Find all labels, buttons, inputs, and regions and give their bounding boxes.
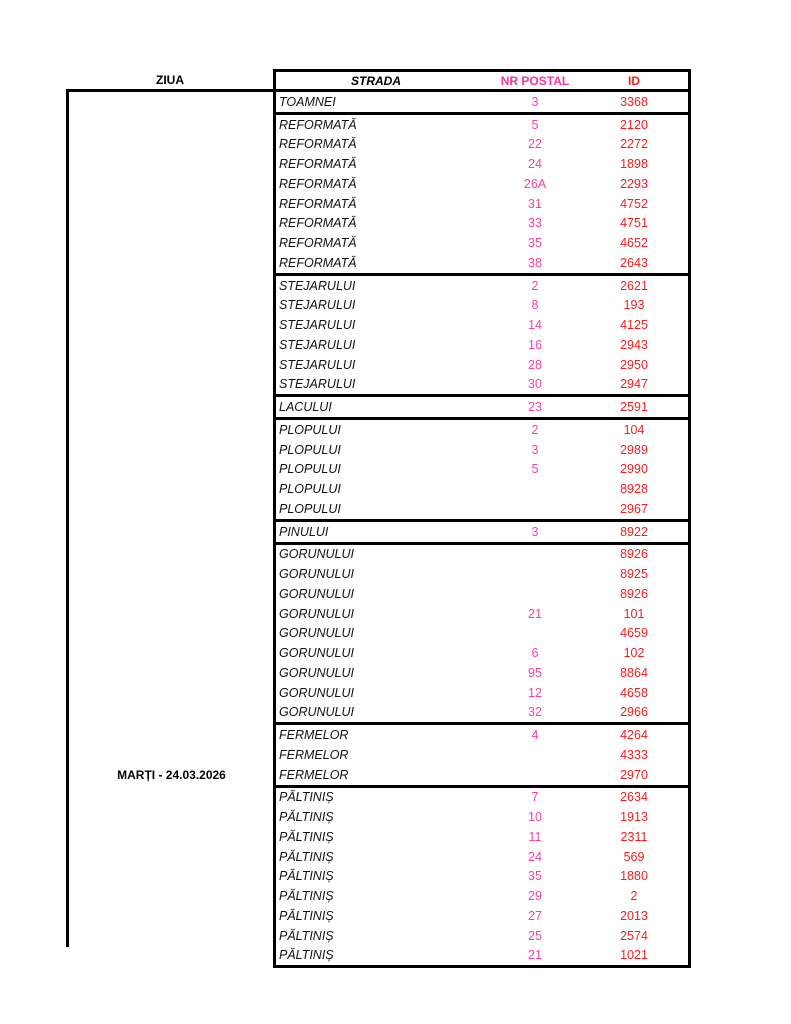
- table-row: [276, 154, 688, 174]
- table-row: [276, 296, 688, 316]
- table-row: [276, 886, 688, 906]
- table-row: [276, 926, 688, 946]
- strada-cell: PLOPULUI: [279, 462, 341, 477]
- nr-postal-cell: 6: [531, 646, 539, 661]
- id-cell: 1898: [620, 157, 648, 172]
- id-cell: 2966: [620, 705, 648, 720]
- street-group: [273, 420, 691, 522]
- strada-cell: PĂLTINIȘ: [279, 849, 334, 864]
- id-cell: 2950: [620, 357, 648, 372]
- table-row: [276, 643, 688, 663]
- strada-cell: GORUNULUI: [279, 685, 355, 700]
- nr-postal-cell: 5: [531, 117, 539, 132]
- nr-postal-cell: 28: [528, 357, 542, 372]
- id-cell: 8922: [620, 524, 648, 539]
- strada-cell: LACULUI: [279, 400, 332, 415]
- strada-cell: REFORMATĂ: [279, 117, 357, 132]
- street-group: [273, 115, 691, 276]
- street-group: [273, 92, 691, 115]
- strada-cell: GORUNULUI: [279, 626, 355, 641]
- strada-cell: GORUNULUI: [279, 705, 355, 720]
- strada-cell: REFORMATĂ: [279, 137, 357, 152]
- route-table: [273, 69, 691, 968]
- street-group: [273, 522, 691, 545]
- strada-cell: FERMELOR: [279, 767, 349, 782]
- nr-postal-cell: 23: [528, 400, 542, 415]
- table-row: [276, 335, 688, 355]
- id-cell: 1913: [620, 810, 648, 825]
- nr-postal-cell: 30: [528, 377, 542, 392]
- id-cell: 1021: [620, 948, 648, 963]
- table-row: [276, 788, 688, 808]
- street-group: [273, 788, 691, 969]
- id-column-header: ID: [628, 73, 640, 88]
- strada-cell: REFORMATĂ: [279, 236, 357, 251]
- strada-cell: STEJARULUI: [279, 377, 356, 392]
- table-row: [276, 253, 688, 273]
- nr-postal-cell: 95: [528, 665, 542, 680]
- id-cell: 4125: [620, 318, 648, 333]
- nr-postal-cell: 22: [528, 137, 542, 152]
- ziua-column-header: ZIUA: [156, 73, 184, 87]
- table-row: [276, 214, 688, 234]
- strada-cell: REFORMATĂ: [279, 255, 357, 270]
- id-cell: 2293: [620, 176, 648, 191]
- strada-cell: STEJARULUI: [279, 298, 356, 313]
- strada-cell: PĂLTINIȘ: [279, 948, 334, 963]
- id-cell: 2574: [620, 928, 648, 943]
- id-cell: 101: [623, 606, 645, 621]
- nr-postal-cell: 16: [528, 337, 542, 352]
- table-row: [276, 115, 688, 135]
- table-row: [276, 276, 688, 296]
- nr-postal-cell: 3: [531, 442, 539, 457]
- strada-cell: GORUNULUI: [279, 665, 355, 680]
- nr-postal-cell: 3: [531, 94, 539, 109]
- nr-postal-cell: 25: [528, 928, 542, 943]
- id-cell: 4752: [620, 196, 648, 211]
- id-cell: 193: [623, 298, 645, 313]
- street-group: [273, 545, 691, 726]
- nr-postal-cell: 11: [528, 829, 542, 844]
- strada-cell: STEJARULUI: [279, 337, 356, 352]
- nr-postal-column-header: NR POSTAL: [500, 73, 570, 88]
- table-row: [276, 397, 688, 417]
- table-row: [276, 479, 688, 499]
- strada-cell: GORUNULUI: [279, 547, 355, 562]
- table-row: [276, 564, 688, 584]
- nr-postal-cell: 3: [531, 524, 539, 539]
- street-group: [273, 725, 691, 787]
- nr-postal-cell: 4: [531, 728, 539, 743]
- table-row: [276, 440, 688, 460]
- strada-cell: PLOPULUI: [279, 442, 341, 457]
- strada-cell: GORUNULUI: [279, 586, 355, 601]
- id-cell: 569: [623, 849, 645, 864]
- id-cell: 4659: [620, 626, 648, 641]
- table-row: [276, 725, 688, 745]
- table-row: [276, 194, 688, 214]
- table-row: [276, 420, 688, 440]
- table-row: [276, 745, 688, 765]
- table-row: [276, 460, 688, 480]
- strada-cell: FERMELOR: [279, 747, 349, 762]
- strada-cell: STEJARULUI: [279, 357, 356, 372]
- nr-postal-cell: 21: [528, 606, 542, 621]
- id-cell: 4658: [620, 685, 648, 700]
- nr-postal-cell: 32: [528, 705, 542, 720]
- strada-cell: PĂLTINIȘ: [279, 790, 334, 805]
- table-header-row: [273, 69, 691, 92]
- table-row: [276, 906, 688, 926]
- strada-cell: PLOPULUI: [279, 482, 341, 497]
- table-row: [276, 174, 688, 194]
- strada-cell: FERMELOR: [279, 728, 349, 743]
- table-row: [276, 584, 688, 604]
- nr-postal-cell: 7: [531, 790, 539, 805]
- street-group: [273, 276, 691, 398]
- table-row: [276, 522, 688, 542]
- id-cell: 2989: [620, 442, 648, 457]
- nr-postal-cell: 29: [528, 889, 542, 904]
- strada-cell: TOAMNEI: [279, 94, 336, 109]
- table-row: [276, 703, 688, 723]
- table-row: [276, 624, 688, 644]
- strada-cell: GORUNULUI: [279, 606, 355, 621]
- strada-cell: STEJARULUI: [279, 278, 356, 293]
- strada-cell: PLOPULUI: [279, 422, 341, 437]
- id-cell: 2311: [620, 829, 648, 844]
- strada-cell: PĂLTINIȘ: [279, 810, 334, 825]
- id-cell: 2272: [620, 137, 648, 152]
- nr-postal-cell: 27: [528, 908, 542, 923]
- nr-postal-cell: 35: [528, 869, 542, 884]
- strada-cell: PINULUI: [279, 524, 329, 539]
- table-row: [276, 375, 688, 395]
- id-cell: 2120: [620, 117, 648, 132]
- id-cell: 1880: [620, 869, 648, 884]
- table-row: [276, 545, 688, 565]
- id-cell: 4751: [620, 216, 648, 231]
- strada-cell: PĂLTINIȘ: [279, 829, 334, 844]
- nr-postal-cell: 5: [531, 462, 539, 477]
- nr-postal-cell: 12: [528, 685, 542, 700]
- table-row: [276, 847, 688, 867]
- day-cell: [66, 89, 274, 947]
- nr-postal-cell: 24: [528, 849, 542, 864]
- id-cell: 2591: [620, 400, 648, 415]
- nr-postal-cell: 10: [528, 810, 542, 825]
- strada-cell: PĂLTINIȘ: [279, 928, 334, 943]
- strada-cell: PĂLTINIȘ: [279, 869, 334, 884]
- table-row: [276, 233, 688, 253]
- id-cell: 2621: [620, 278, 648, 293]
- nr-postal-cell: 26A: [523, 176, 547, 191]
- table-row: [276, 683, 688, 703]
- nr-postal-cell: 2: [531, 422, 539, 437]
- table-row: [276, 827, 688, 847]
- id-cell: 2013: [620, 908, 648, 923]
- table-row: [276, 92, 688, 112]
- nr-postal-cell: 31: [528, 196, 542, 211]
- nr-postal-cell: 35: [528, 236, 542, 251]
- strada-cell: STEJARULUI: [279, 318, 356, 333]
- id-cell: 2990: [620, 462, 648, 477]
- nr-postal-cell: 8: [531, 298, 539, 313]
- strada-cell: REFORMATĂ: [279, 216, 357, 231]
- strada-cell: REFORMATĂ: [279, 157, 357, 172]
- strada-cell: GORUNULUI: [279, 567, 355, 582]
- id-cell: 2943: [620, 337, 648, 352]
- table-row: [276, 315, 688, 335]
- id-cell: 4264: [620, 728, 648, 743]
- id-cell: 8926: [620, 547, 648, 562]
- nr-postal-cell: 38: [528, 255, 542, 270]
- id-cell: 8926: [620, 586, 648, 601]
- table-row: [276, 765, 688, 785]
- id-cell: 3368: [620, 94, 648, 109]
- id-cell: 2: [630, 889, 638, 904]
- nr-postal-cell: 2: [531, 278, 539, 293]
- day-label: MARȚI - 24.03.2026: [117, 768, 226, 782]
- strada-cell: REFORMATĂ: [279, 176, 357, 191]
- id-cell: 2634: [620, 790, 648, 805]
- id-cell: 8864: [620, 665, 648, 680]
- id-cell: 2643: [620, 255, 648, 270]
- id-cell: 4652: [620, 236, 648, 251]
- street-group: [273, 397, 691, 420]
- nr-postal-cell: 33: [528, 216, 542, 231]
- strada-cell: PĂLTINIȘ: [279, 908, 334, 923]
- table-row: [276, 355, 688, 375]
- table-row: [276, 499, 688, 519]
- id-cell: 2967: [620, 501, 648, 516]
- id-cell: 2970: [620, 767, 648, 782]
- nr-postal-cell: 21: [528, 948, 542, 963]
- table-body: [273, 92, 691, 968]
- nr-postal-cell: 24: [528, 157, 542, 172]
- id-cell: 102: [623, 646, 645, 661]
- strada-cell: REFORMATĂ: [279, 196, 357, 211]
- id-cell: 4333: [620, 747, 648, 762]
- table-row: [276, 663, 688, 683]
- id-cell: 104: [623, 422, 645, 437]
- id-cell: 8928: [620, 482, 648, 497]
- id-cell: 8925: [620, 567, 648, 582]
- nr-postal-cell: 14: [528, 318, 542, 333]
- table-row: [276, 807, 688, 827]
- id-cell: 2947: [620, 377, 648, 392]
- strada-cell: GORUNULUI: [279, 646, 355, 661]
- table-row: [276, 135, 688, 155]
- strada-cell: PLOPULUI: [279, 501, 341, 516]
- table-row: [276, 867, 688, 887]
- table-row: [276, 946, 688, 966]
- table-row: [276, 604, 688, 624]
- strada-column-header: STRADA: [351, 73, 401, 88]
- strada-cell: PĂLTINIȘ: [279, 889, 334, 904]
